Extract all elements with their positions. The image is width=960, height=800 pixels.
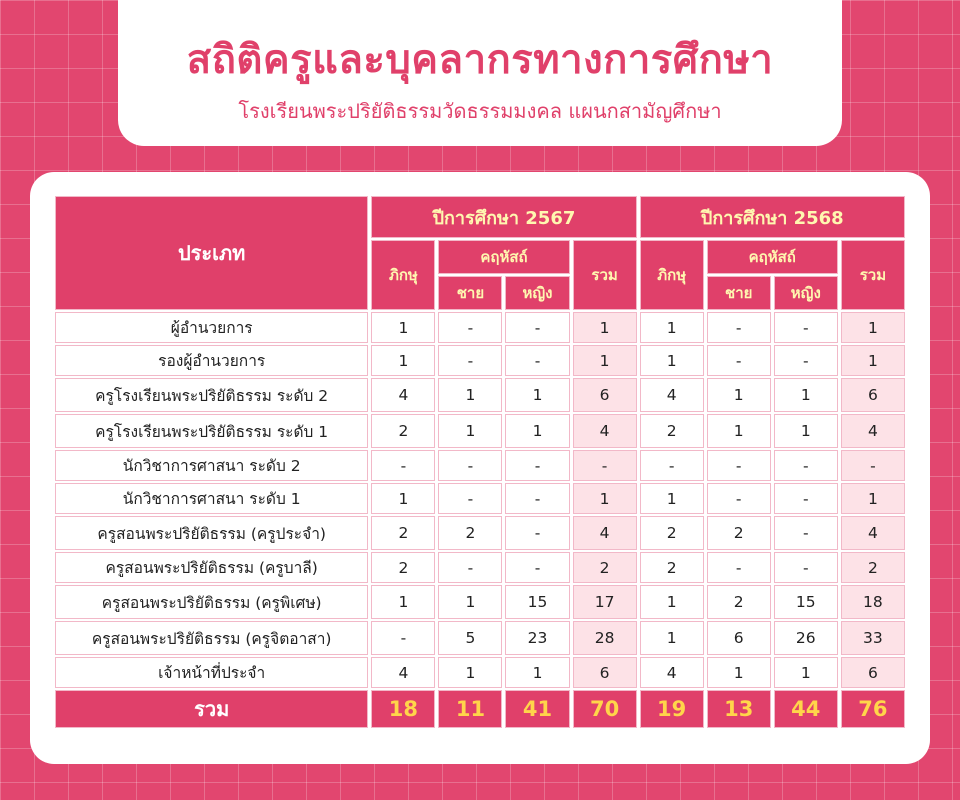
value-cell: - (774, 552, 838, 583)
female-header: หญิง (505, 276, 569, 310)
value-cell: - (640, 450, 704, 481)
total-cell: 4 (841, 516, 905, 550)
male-header: ชาย (438, 276, 502, 310)
table-row (55, 378, 905, 412)
total-cell: 1 (841, 312, 905, 343)
value-cell: - (438, 345, 502, 376)
sum-cell: 70 (573, 690, 637, 728)
sum-cell: 44 (774, 690, 838, 728)
table-row (55, 450, 905, 481)
row-label: นักวิชาการศาสนา ระดับ 1 (55, 483, 368, 514)
value-cell: - (438, 312, 502, 343)
total-cell: 33 (841, 621, 905, 655)
monk-header: ภิกษุ (640, 240, 704, 310)
title-banner (118, 0, 842, 146)
total-cell: 18 (841, 585, 905, 619)
value-cell: - (438, 483, 502, 514)
total-cell: - (841, 450, 905, 481)
table-row (55, 483, 905, 514)
value-cell: 2 (371, 516, 435, 550)
value-cell: 2 (707, 585, 771, 619)
value-cell: 4 (371, 378, 435, 412)
row-label: ครูโรงเรียนพระปริยัติธรรม ระดับ 2 (55, 378, 368, 412)
value-cell: 1 (371, 585, 435, 619)
value-cell: - (707, 312, 771, 343)
value-cell: - (774, 450, 838, 481)
male-header: ชาย (707, 276, 771, 310)
value-cell: 15 (774, 585, 838, 619)
table-row (55, 585, 905, 619)
value-cell: - (774, 516, 838, 550)
total-header: รวม (573, 240, 637, 310)
value-cell: 26 (774, 621, 838, 655)
sum-cell: 76 (841, 690, 905, 728)
row-label: ครูสอนพระปริยัติธรรม (ครูบาลี) (55, 552, 368, 583)
total-cell: 6 (841, 657, 905, 688)
value-cell: - (371, 621, 435, 655)
total-cell: 4 (573, 516, 637, 550)
page-title: สถิติครูและบุคลากรทางการศึกษา (186, 37, 774, 83)
value-cell: 4 (371, 657, 435, 688)
value-cell: 1 (505, 378, 569, 412)
row-label: ครูโรงเรียนพระปริยัติธรรม ระดับ 1 (55, 414, 368, 448)
value-cell: 2 (707, 516, 771, 550)
value-cell: 1 (438, 585, 502, 619)
value-cell: 1 (640, 483, 704, 514)
layperson-header: คฤหัสถ์ (707, 240, 838, 274)
year-header-2568: ปีการศึกษา 2568 (640, 196, 905, 238)
table-row (55, 345, 905, 376)
value-cell: - (371, 450, 435, 481)
year-header-2567: ปีการศึกษา 2567 (371, 196, 636, 238)
sum-cell: 11 (438, 690, 502, 728)
value-cell: - (774, 312, 838, 343)
total-cell: 6 (573, 378, 637, 412)
value-cell: - (707, 345, 771, 376)
total-cell: 1 (573, 345, 637, 376)
table-card (30, 172, 930, 764)
staff-statistics-table (52, 194, 908, 730)
value-cell: - (505, 312, 569, 343)
total-cell: 28 (573, 621, 637, 655)
value-cell: - (505, 450, 569, 481)
value-cell: 1 (707, 414, 771, 448)
value-cell: 2 (640, 414, 704, 448)
page-subtitle: โรงเรียนพระปริยัติธรรมวัดธรรมมงคล แผนกสามัญศึกษา (238, 99, 722, 123)
total-cell: 4 (573, 414, 637, 448)
total-cell: 17 (573, 585, 637, 619)
total-cell: 2 (573, 552, 637, 583)
value-cell: 2 (438, 516, 502, 550)
value-cell: - (505, 516, 569, 550)
value-cell: - (438, 552, 502, 583)
value-cell: 1 (505, 414, 569, 448)
value-cell: 1 (438, 378, 502, 412)
sum-label: รวม (55, 690, 368, 728)
value-cell: 2 (371, 552, 435, 583)
total-cell: 4 (841, 414, 905, 448)
female-header: หญิง (774, 276, 838, 310)
value-cell: - (505, 345, 569, 376)
row-label: ครูสอนพระปริยัติธรรม (ครูจิตอาสา) (55, 621, 368, 655)
value-cell: 1 (774, 378, 838, 412)
value-cell: - (774, 483, 838, 514)
value-cell: 1 (438, 657, 502, 688)
value-cell: 2 (640, 552, 704, 583)
total-cell: - (573, 450, 637, 481)
value-cell: 1 (774, 414, 838, 448)
value-cell: 5 (438, 621, 502, 655)
table-row (55, 621, 905, 655)
table-row (55, 552, 905, 583)
value-cell: 1 (371, 483, 435, 514)
total-cell: 1 (573, 483, 637, 514)
total-cell: 1 (841, 345, 905, 376)
value-cell: 4 (640, 378, 704, 412)
value-cell: 1 (707, 657, 771, 688)
value-cell: - (438, 450, 502, 481)
value-cell: 2 (640, 516, 704, 550)
row-label: ผู้อำนวยการ (55, 312, 368, 343)
value-cell: 6 (707, 621, 771, 655)
value-cell: - (707, 552, 771, 583)
type-header: ประเภท (55, 196, 368, 310)
table-row (55, 516, 905, 550)
sum-cell: 41 (505, 690, 569, 728)
value-cell: 4 (640, 657, 704, 688)
value-cell: 1 (640, 621, 704, 655)
value-cell: 23 (505, 621, 569, 655)
value-cell: 1 (707, 378, 771, 412)
value-cell: 1 (371, 312, 435, 343)
sum-cell: 13 (707, 690, 771, 728)
value-cell: 1 (774, 657, 838, 688)
value-cell: 1 (640, 312, 704, 343)
row-label: เจ้าหน้าที่ประจำ (55, 657, 368, 688)
value-cell: 1 (505, 657, 569, 688)
value-cell: - (774, 345, 838, 376)
value-cell: - (707, 483, 771, 514)
row-label: นักวิชาการศาสนา ระดับ 2 (55, 450, 368, 481)
value-cell: 2 (371, 414, 435, 448)
total-cell: 2 (841, 552, 905, 583)
total-header: รวม (841, 240, 905, 310)
monk-header: ภิกษุ (371, 240, 435, 310)
total-cell: 6 (573, 657, 637, 688)
value-cell: - (505, 552, 569, 583)
total-cell: 1 (573, 312, 637, 343)
total-cell: 6 (841, 378, 905, 412)
table-row (55, 657, 905, 688)
layperson-header: คฤหัสถ์ (438, 240, 569, 274)
value-cell: 1 (640, 585, 704, 619)
value-cell: - (707, 450, 771, 481)
value-cell: - (505, 483, 569, 514)
sum-cell: 19 (640, 690, 704, 728)
row-label: รองผู้อำนวยการ (55, 345, 368, 376)
value-cell: 15 (505, 585, 569, 619)
total-cell: 1 (841, 483, 905, 514)
table-row (55, 414, 905, 448)
row-label: ครูสอนพระปริยัติธรรม (ครูพิเศษ) (55, 585, 368, 619)
row-label: ครูสอนพระปริยัติธรรม (ครูประจำ) (55, 516, 368, 550)
value-cell: 1 (640, 345, 704, 376)
value-cell: 1 (438, 414, 502, 448)
sum-row (55, 690, 905, 728)
value-cell: 1 (371, 345, 435, 376)
sum-cell: 18 (371, 690, 435, 728)
table-row (55, 312, 905, 343)
